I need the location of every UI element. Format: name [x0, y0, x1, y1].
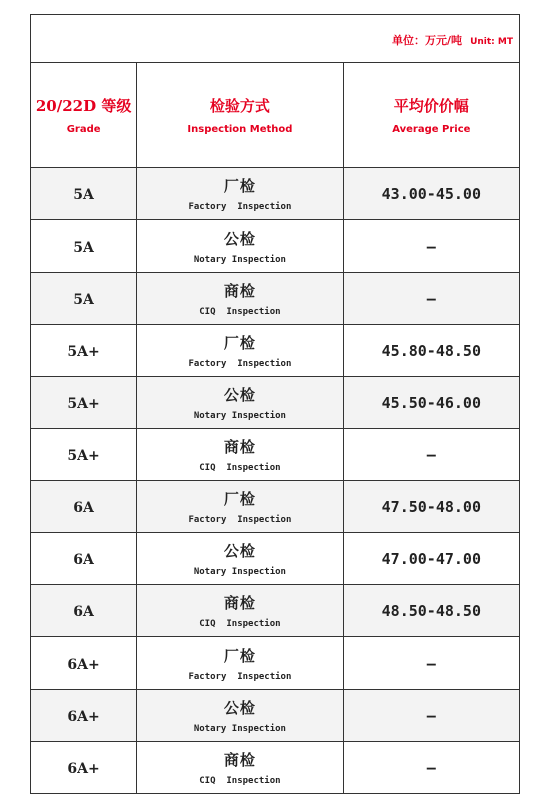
- grade-cell: [31, 585, 137, 637]
- table-row: [31, 324, 520, 376]
- method-en: Notary Inspection: [193, 254, 286, 265]
- price-cell: [343, 272, 519, 324]
- grade-value: 5A: [73, 187, 94, 204]
- method-en: Factory Inspection: [188, 515, 292, 526]
- method-zh: 公检: [223, 698, 256, 717]
- grade-value: 6A+: [67, 656, 100, 673]
- price-value: –: [426, 237, 436, 256]
- price-value: 47.00-47.00: [381, 550, 481, 569]
- price-cell: [343, 324, 519, 376]
- grade-value: 6A: [73, 552, 94, 569]
- table-row: [31, 741, 520, 793]
- table-row: [31, 220, 520, 272]
- method-en: CIQ Inspection: [199, 463, 281, 474]
- price-value: 45.50-46.00: [381, 393, 481, 412]
- method-cell: [137, 481, 343, 533]
- method-cell: [137, 585, 343, 637]
- price-value: –: [426, 654, 436, 673]
- header-grade-zh: 20/22D 等级: [35, 97, 132, 116]
- price-value: –: [426, 706, 436, 725]
- method-en: Notary Inspection: [193, 567, 286, 578]
- price-cell: [343, 376, 519, 428]
- price-value: 48.50-48.50: [381, 602, 481, 621]
- price-cell: [343, 220, 519, 272]
- method-zh: 厂检: [223, 490, 256, 509]
- price-value: 43.00-45.00: [381, 185, 481, 204]
- method-cell: [137, 168, 343, 220]
- method-cell: [137, 689, 343, 741]
- grade-value: 5A: [73, 291, 94, 308]
- grade-value: 6A+: [67, 708, 100, 725]
- grade-cell: [31, 168, 137, 220]
- header-method-en: Inspection Method: [187, 124, 293, 136]
- method-cell: [137, 272, 343, 324]
- method-cell: [137, 428, 343, 480]
- header-price: [343, 63, 519, 168]
- method-cell: [137, 533, 343, 585]
- grade-cell: [31, 428, 137, 480]
- method-cell: [137, 220, 343, 272]
- header-row: [31, 63, 520, 168]
- method-zh: 商检: [223, 750, 256, 769]
- table-row: [31, 637, 520, 689]
- method-cell: [137, 741, 343, 793]
- price-cell: [343, 637, 519, 689]
- header-grade-en: Grade: [66, 124, 101, 136]
- price-cell: [343, 168, 519, 220]
- grade-cell: [31, 272, 137, 324]
- header-method: [137, 63, 343, 168]
- grade-cell: [31, 689, 137, 741]
- grade-value: 6A: [73, 500, 94, 517]
- table-row: [31, 533, 520, 585]
- method-zh: 公检: [223, 385, 256, 404]
- price-cell: [343, 533, 519, 585]
- table-row: [31, 376, 520, 428]
- grade-cell: [31, 220, 137, 272]
- grade-cell: [31, 324, 137, 376]
- method-zh: 厂检: [223, 177, 256, 196]
- method-zh: 商检: [223, 594, 256, 613]
- table-row: [31, 168, 520, 220]
- method-en: Factory Inspection: [188, 202, 292, 213]
- grade-cell: [31, 637, 137, 689]
- price-value: –: [426, 289, 436, 308]
- table-row: [31, 428, 520, 480]
- unit-cell: [31, 15, 520, 63]
- method-en: CIQ Inspection: [199, 775, 281, 786]
- grade-value: 6A+: [67, 760, 100, 777]
- header-price-zh: 平均价价幅: [393, 97, 469, 116]
- method-zh: 厂检: [223, 646, 256, 665]
- method-cell: [137, 324, 343, 376]
- method-zh: 公检: [223, 229, 256, 248]
- price-table: [30, 14, 520, 794]
- grade-value: 5A+: [67, 395, 100, 412]
- header-price-en: Average Price: [392, 124, 471, 136]
- unit-row: [31, 15, 520, 63]
- unit-label-en: Unit: MT: [470, 37, 513, 48]
- grade-cell: [31, 533, 137, 585]
- header-method-zh: 检验方式: [209, 97, 270, 116]
- method-zh: 公检: [223, 542, 256, 561]
- price-cell: [343, 428, 519, 480]
- table-row: [31, 689, 520, 741]
- price-cell: [343, 741, 519, 793]
- method-en: Notary Inspection: [193, 410, 286, 421]
- price-cell: [343, 585, 519, 637]
- header-grade: [31, 63, 137, 168]
- method-en: CIQ Inspection: [199, 619, 281, 630]
- price-cell: [343, 481, 519, 533]
- table-row: [31, 585, 520, 637]
- grade-value: 6A: [73, 604, 94, 621]
- grade-cell: [31, 481, 137, 533]
- method-zh: 商检: [223, 438, 256, 457]
- grade-cell: [31, 741, 137, 793]
- grade-cell: [31, 376, 137, 428]
- method-en: Factory Inspection: [188, 671, 292, 682]
- price-value: 45.80-48.50: [381, 341, 481, 360]
- method-en: Notary Inspection: [193, 723, 286, 734]
- table-row: [31, 481, 520, 533]
- price-value: –: [426, 758, 436, 777]
- price-cell: [343, 689, 519, 741]
- method-cell: [137, 376, 343, 428]
- table-row: [31, 272, 520, 324]
- grade-value: 5A+: [67, 448, 100, 465]
- method-en: CIQ Inspection: [199, 306, 281, 317]
- grade-value: 5A: [73, 239, 94, 256]
- price-value: –: [426, 446, 436, 465]
- unit-label-zh: 单位：万元/吨: [392, 34, 463, 48]
- method-zh: 商检: [223, 281, 256, 300]
- method-en: Factory Inspection: [188, 358, 292, 369]
- method-zh: 厂检: [223, 333, 256, 352]
- grade-value: 5A+: [67, 343, 100, 360]
- method-cell: [137, 637, 343, 689]
- price-value: 47.50-48.00: [381, 498, 481, 517]
